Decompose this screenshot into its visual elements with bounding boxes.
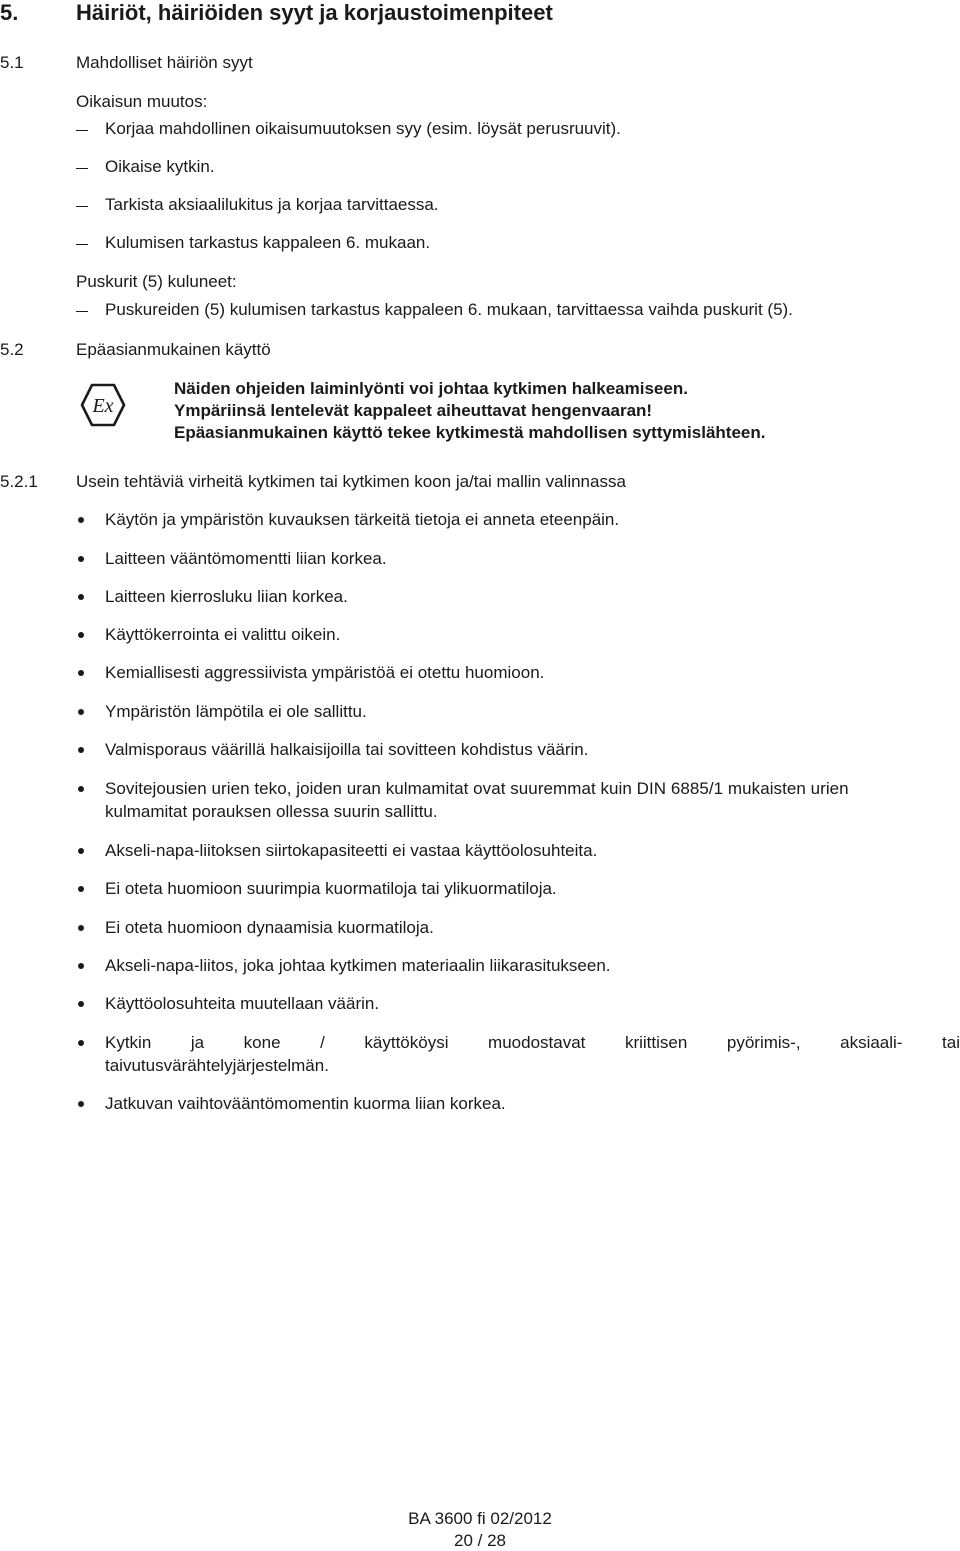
ex-explosion-protection-icon (80, 382, 126, 428)
list-item: Kemiallisesti aggressiivista ympäristöä ei otettu huomioon. (105, 663, 545, 682)
word: ja (190, 1033, 205, 1052)
group-label-puskurit: Puskurit (5) kuluneet: (76, 272, 237, 291)
bullet-marker (78, 670, 84, 676)
bullet-marker (78, 963, 84, 969)
word: pyörimis-, (726, 1033, 801, 1052)
page-number: 20 / 28 (454, 1531, 506, 1550)
list-item: Valmisporaus väärillä halkaisijoilla tai sovitteen kohdistus väärin. (105, 740, 589, 759)
list-item: Sovitejousien urien teko, joiden uran kulmamitat ovat suuremmat kuin DIN 6885/1 mukaisten urien (105, 779, 849, 798)
bullet-marker (78, 517, 84, 523)
warning-line: Epäasianmukainen käyttö tekee kytkimestä mahdollisen syttymislähteen. (174, 423, 766, 442)
word: / (320, 1033, 325, 1052)
justified-list-line (105, 1033, 960, 1053)
section-title-5-1: Mahdolliset häiriön syyt (76, 53, 253, 72)
list-item: Akseli-napa-liitoksen siirtokapasiteetti ei vastaa käyttöolosuhteita. (105, 841, 598, 860)
warning-line: Ympäriinsä lentelevät kappaleet aiheuttavat hengenvaaran! (174, 401, 653, 420)
list-item: Ei oteta huomioon dynaamisia kuormatiloja. (105, 918, 434, 937)
word: aksiaali- (840, 1033, 903, 1052)
section-number-5-1: 5.1 (0, 53, 24, 72)
dash-marker (76, 206, 88, 207)
dash-marker (76, 168, 88, 169)
bullet-marker (78, 925, 84, 931)
dash-marker (76, 130, 88, 131)
page-title (0, 0, 960, 28)
list-item: Korjaa mahdollinen oikaisumuutoksen syy (esim. löysät perusruuvit). (105, 119, 621, 138)
list-item: Käyttöolosuhteita muutellaan väärin. (105, 994, 380, 1013)
word: kone (243, 1033, 281, 1052)
word: käyttököysi (364, 1033, 449, 1052)
list-item: Ympäristön lämpötila ei ole sallittu. (105, 702, 367, 721)
document-reference: BA 3600 fi 02/2012 (408, 1509, 552, 1528)
bullet-marker (78, 1101, 84, 1107)
section-number-5-2: 5.2 (0, 340, 24, 359)
list-item: Jatkuvan vaihtovääntömomentin kuorma liian korkea. (105, 1094, 506, 1113)
ex-symbol-text: Ex (92, 395, 114, 417)
word: tai (942, 1033, 960, 1052)
list-item: Oikaise kytkin. (105, 157, 215, 176)
list-item: Tarkista aksiaalilukitus ja korjaa tarvittaessa. (105, 195, 439, 214)
word: Kytkin (105, 1033, 152, 1052)
list-item: Kulumisen tarkastus kappaleen 6. mukaan. (105, 233, 431, 252)
bullet-marker (78, 747, 84, 753)
chapter-title: Häiriöt, häiriöiden syyt ja korjaustoimenpiteet (76, 0, 553, 25)
section-title-5-2-1: Usein tehtäviä virheitä kytkimen tai kytkimen koon ja/tai mallin valinnassa (76, 472, 626, 491)
section-number-5-2-1: 5.2.1 (0, 472, 38, 491)
bullet-marker (78, 1001, 84, 1007)
dash-marker (76, 311, 88, 312)
bullet-marker (78, 1040, 84, 1046)
bullet-marker (78, 709, 84, 715)
dash-marker (76, 244, 88, 245)
chapter-number: 5. (0, 0, 19, 25)
list-item: Käytön ja ympäristön kuvauksen tärkeitä tietoja ei anneta eteenpäin. (105, 510, 620, 529)
bullet-marker (78, 556, 84, 562)
list-item: Laitteen kierrosluku liian korkea. (105, 587, 348, 606)
bullet-marker (78, 632, 84, 638)
word: muodostavat (488, 1033, 586, 1052)
list-item: Akseli-napa-liitos, joka johtaa kytkimen materiaalin liikarasitukseen. (105, 956, 611, 975)
list-item-continuation: taivutusvärähtelyjärjestelmän. (105, 1056, 329, 1075)
word: kriittisen (624, 1033, 688, 1052)
warning-line: Näiden ohjeiden laiminlyönti voi johtaa kytkimen halkeamiseen. (174, 379, 688, 398)
list-item: Ei oteta huomioon suurimpia kuormatiloja tai ylikuormatiloja. (105, 879, 557, 898)
bullet-marker (78, 886, 84, 892)
bullet-marker (78, 786, 84, 792)
group-label-oikaisun: Oikaisun muutos: (76, 92, 208, 111)
bullet-marker (78, 594, 84, 600)
list-item-continuation: kulmamitat porauksen ollessa suurin sallittu. (105, 802, 438, 821)
list-item: Käyttökerrointa ei valittu oikein. (105, 625, 341, 644)
bullet-marker (78, 848, 84, 854)
section-title-5-2: Epäasianmukainen käyttö (76, 340, 271, 359)
list-item: Puskureiden (5) kulumisen tarkastus kappaleen 6. mukaan, tarvittaessa vaihda puskurit (5). (105, 300, 793, 319)
list-item: Laitteen vääntömomentti liian korkea. (105, 549, 387, 568)
